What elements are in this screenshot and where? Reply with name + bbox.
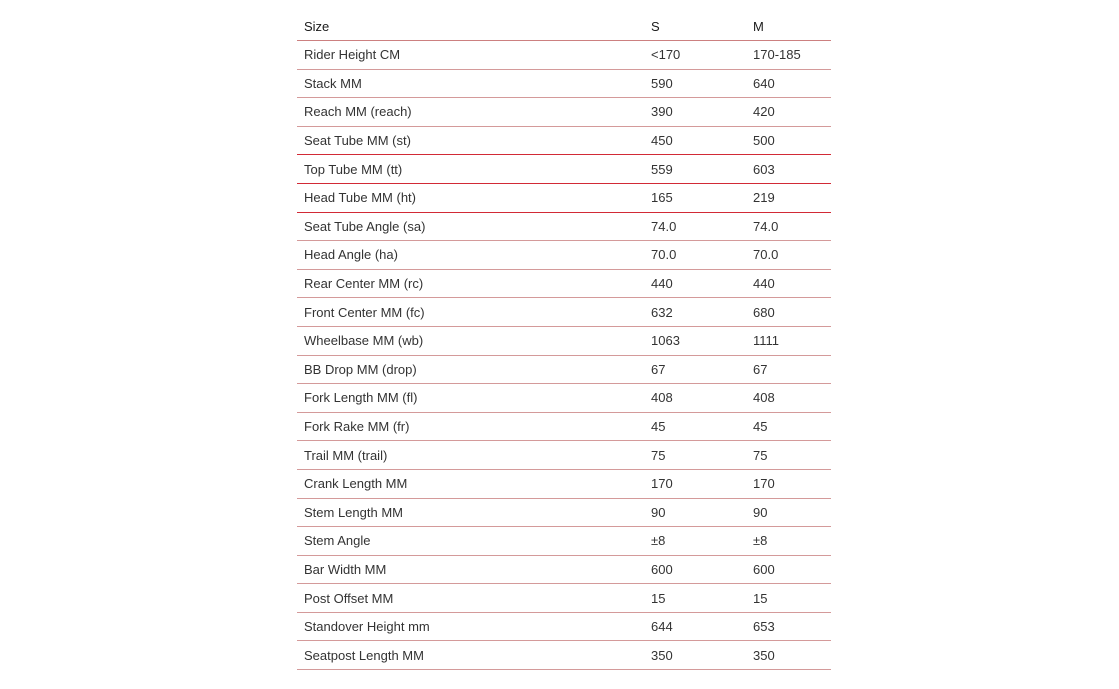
row-label: Stack MM — [297, 69, 644, 98]
row-label: Fork Rake MM (fr) — [297, 412, 644, 441]
row-value-m: ±8 — [746, 527, 831, 556]
table-row — [297, 183, 831, 212]
row-label: Post Offset MM — [297, 584, 644, 613]
row-label: Standover Height mm — [297, 612, 644, 641]
row-label: Rider Height CM — [297, 41, 644, 70]
row-value-m: 75 — [746, 441, 831, 470]
row-value-s: 170 — [644, 469, 746, 498]
table-row — [297, 98, 831, 127]
row-value-s: 644 — [644, 612, 746, 641]
row-value-m: 70.0 — [746, 241, 831, 270]
row-value-m: 350 — [746, 641, 831, 670]
row-label: Seat Tube MM (st) — [297, 126, 644, 155]
row-label: Reach MM (reach) — [297, 98, 644, 127]
table-row — [297, 384, 831, 413]
row-label: Seat Tube Angle (sa) — [297, 212, 644, 241]
geometry-table — [297, 12, 831, 670]
row-value-s: 390 — [644, 98, 746, 127]
row-value-m: 67 — [746, 355, 831, 384]
table-row — [297, 641, 831, 670]
row-label: Stem Angle — [297, 527, 644, 556]
row-label: Trail MM (trail) — [297, 441, 644, 470]
row-label: Head Tube MM (ht) — [297, 183, 644, 212]
row-value-s: 74.0 — [644, 212, 746, 241]
table-row — [297, 69, 831, 98]
row-value-s: ±8 — [644, 527, 746, 556]
row-value-m: 45 — [746, 412, 831, 441]
row-value-s: 165 — [644, 183, 746, 212]
row-value-s: 600 — [644, 555, 746, 584]
row-label: Crank Length MM — [297, 469, 644, 498]
table-row — [297, 412, 831, 441]
row-label: Wheelbase MM (wb) — [297, 326, 644, 355]
row-value-s: 632 — [644, 298, 746, 327]
row-label: Stem Length MM — [297, 498, 644, 527]
row-value-m: 440 — [746, 269, 831, 298]
row-label: Top Tube MM (tt) — [297, 155, 644, 184]
row-value-m: 219 — [746, 183, 831, 212]
row-value-m: 653 — [746, 612, 831, 641]
header-m: M — [746, 12, 831, 41]
table-row — [297, 469, 831, 498]
table-row — [297, 126, 831, 155]
row-value-m: 680 — [746, 298, 831, 327]
row-value-m: 15 — [746, 584, 831, 613]
row-value-s: 67 — [644, 355, 746, 384]
row-label: Fork Length MM (fl) — [297, 384, 644, 413]
table-header-row — [297, 12, 831, 41]
table-row — [297, 41, 831, 70]
row-value-m: 600 — [746, 555, 831, 584]
row-value-s: 15 — [644, 584, 746, 613]
table-row — [297, 441, 831, 470]
row-value-s: <170 — [644, 41, 746, 70]
row-value-s: 450 — [644, 126, 746, 155]
header-s: S — [644, 12, 746, 41]
row-label: Head Angle (ha) — [297, 241, 644, 270]
row-value-s: 590 — [644, 69, 746, 98]
row-label: Front Center MM (fc) — [297, 298, 644, 327]
table-row — [297, 212, 831, 241]
header-size: Size — [297, 12, 644, 41]
row-label: Bar Width MM — [297, 555, 644, 584]
row-value-s: 350 — [644, 641, 746, 670]
table-row — [297, 269, 831, 298]
row-value-m: 640 — [746, 69, 831, 98]
row-value-m: 420 — [746, 98, 831, 127]
row-label: Seatpost Length MM — [297, 641, 644, 670]
table-row — [297, 241, 831, 270]
table-row — [297, 498, 831, 527]
row-value-s: 440 — [644, 269, 746, 298]
row-value-m: 170-185 — [746, 41, 831, 70]
table-row — [297, 298, 831, 327]
table-row — [297, 612, 831, 641]
row-value-m: 90 — [746, 498, 831, 527]
row-label: Rear Center MM (rc) — [297, 269, 644, 298]
table-row — [297, 584, 831, 613]
row-value-s: 408 — [644, 384, 746, 413]
row-value-s: 45 — [644, 412, 746, 441]
table-row — [297, 326, 831, 355]
table-row — [297, 527, 831, 556]
row-label: BB Drop MM (drop) — [297, 355, 644, 384]
row-value-m: 500 — [746, 126, 831, 155]
table-row — [297, 555, 831, 584]
row-value-s: 70.0 — [644, 241, 746, 270]
row-value-s: 75 — [644, 441, 746, 470]
row-value-s: 559 — [644, 155, 746, 184]
table-row — [297, 155, 831, 184]
row-value-m: 603 — [746, 155, 831, 184]
row-value-m: 74.0 — [746, 212, 831, 241]
row-value-s: 1063 — [644, 326, 746, 355]
row-value-m: 1111 — [746, 326, 831, 355]
row-value-m: 170 — [746, 469, 831, 498]
row-value-m: 408 — [746, 384, 831, 413]
table-row — [297, 355, 831, 384]
row-value-s: 90 — [644, 498, 746, 527]
